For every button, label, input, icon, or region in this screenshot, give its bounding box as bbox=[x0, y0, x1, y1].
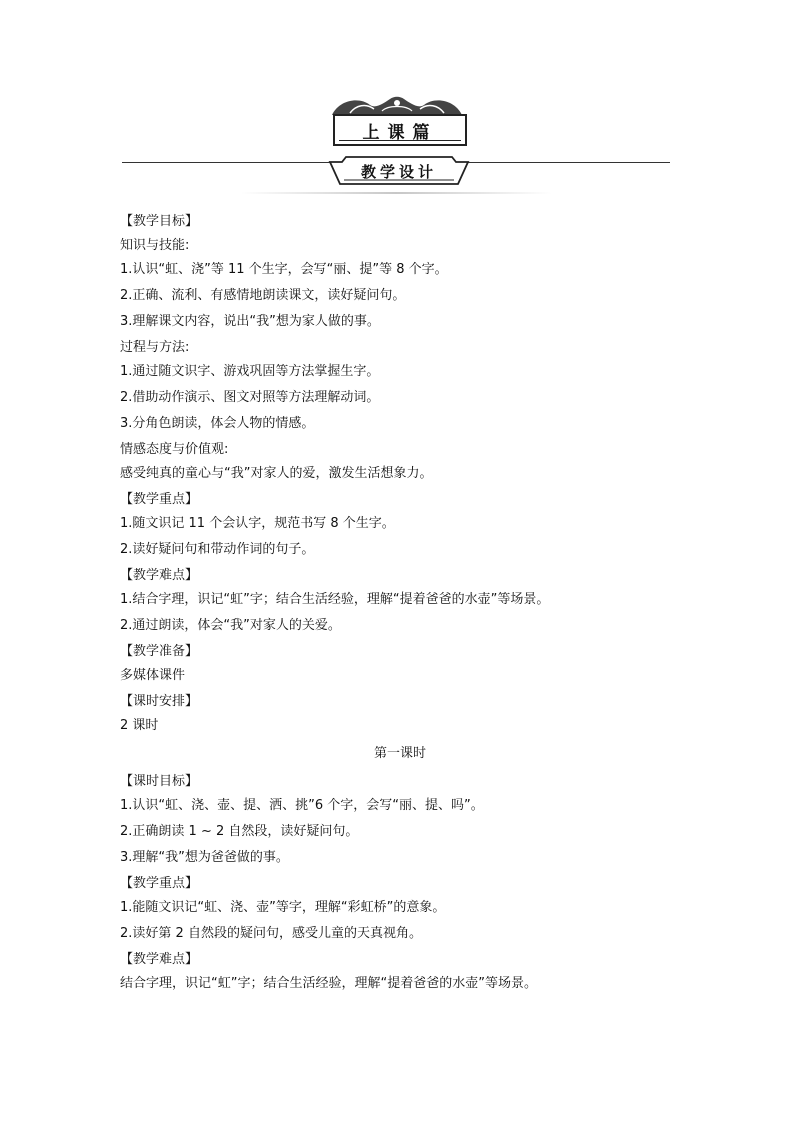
text-line: 2.借助动作演示、图文对照等方法理解动词。 bbox=[120, 390, 380, 405]
text-line: 1.能随文识记“虹、浇、壶”等字，理解“彩虹桥”的意象。 bbox=[120, 900, 446, 915]
text-line: 感受纯真的童心与“我”对家人的爱，激发生活想象力。 bbox=[120, 466, 433, 481]
text-line: 2.读好疑问句和带动作词的句子。 bbox=[120, 542, 315, 557]
section-tab-label: 教学设计 bbox=[360, 162, 437, 181]
heading-period-goals: 【课时目标】 bbox=[120, 774, 199, 789]
text-line: 1.认识“虹、浇、壶、提、洒、挑”6 个字，会写“丽、提、吗”。 bbox=[120, 798, 484, 813]
section-banner bbox=[0, 0, 794, 200]
header-shadow bbox=[240, 192, 552, 194]
heading-teaching-focus-2: 【教学重点】 bbox=[120, 876, 199, 891]
text-line: 3.理解课文内容，说出“我”想为家人做的事。 bbox=[120, 314, 380, 329]
heading-teaching-focus: 【教学重点】 bbox=[120, 492, 199, 507]
text-line: 3.理解“我”想为爸爸做的事。 bbox=[120, 850, 289, 865]
text-line: 多媒体课件 bbox=[120, 668, 186, 683]
text-line: 结合字理，识记“虹”字；结合生活经验，理解“提着爸爸的水壶”等场景。 bbox=[120, 976, 537, 991]
text-line: 2.读好第 2 自然段的疑问句，感受儿童的天真视角。 bbox=[120, 926, 422, 941]
lesson-title: 上课篇 bbox=[333, 114, 467, 146]
heading-teaching-preparation: 【教学准备】 bbox=[120, 644, 199, 659]
text-line: 2.通过朗读，体会“我”对家人的关爱。 bbox=[120, 618, 341, 633]
text-line: 2.正确朗读 1 ~ 2 自然段，读好疑问句。 bbox=[120, 824, 359, 839]
text-line: 1.认识“虹、浇”等 11 个生字，会写“丽、提”等 8 个字。 bbox=[120, 262, 448, 277]
text-line: 2 课时 bbox=[120, 718, 159, 733]
subhead-knowledge-skills: 知识与技能: bbox=[120, 238, 190, 253]
heading-teaching-goals: 【教学目标】 bbox=[120, 214, 199, 229]
text-line: 2.正确、流利、有感情地朗读课文，读好疑问句。 bbox=[120, 288, 406, 303]
text-line: 1.随文识记 11 个会认字，规范书写 8 个生字。 bbox=[120, 516, 395, 531]
period-title: 第一课时 bbox=[373, 746, 426, 761]
text-line: 1.通过随文识字、游戏巩固等方法掌握生字。 bbox=[120, 364, 380, 379]
text-line: 1.结合字理，识记“虹”字；结合生活经验，理解“提着爸爸的水壶”等场景。 bbox=[120, 592, 550, 607]
subhead-process-methods: 过程与方法: bbox=[120, 340, 190, 355]
heading-class-schedule: 【课时安排】 bbox=[120, 694, 199, 709]
heading-teaching-difficulty: 【教学难点】 bbox=[120, 568, 199, 583]
lesson-content bbox=[120, 206, 680, 1000]
heading-teaching-difficulty-2: 【教学难点】 bbox=[120, 952, 199, 967]
subhead-emotion-values: 情感态度与价值观: bbox=[120, 442, 229, 457]
text-line: 3.分角色朗读，体会人物的情感。 bbox=[120, 416, 315, 431]
